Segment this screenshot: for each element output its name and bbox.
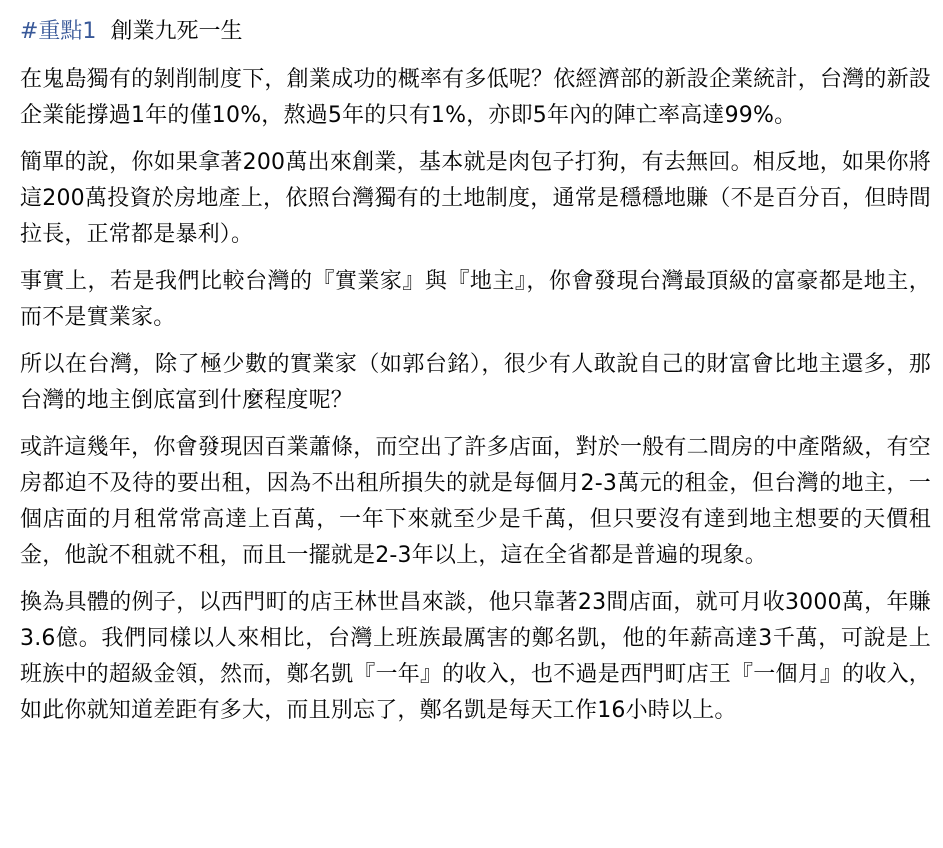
paragraph-1: 在鬼島獨有的剝削制度下，創業成功的概率有多低呢？依經濟部的新設企業統計，台灣的新設企業能撐過1年的僅10%，熬過5年的只有1%，亦即5年內的陣亡率高達99%。 — [20, 67, 931, 128]
paragraph-2: 簡單的說，你如果拿著200萬出來創業，基本就是肉包子打狗，有去無回。相反地，如果你將這200萬投資於房地產上，依照台灣獨有的土地制度，通常是穩穩地賺（不是百分百，但時間拉長，正常都是暴利）。 — [20, 150, 931, 247]
paragraph-5: 或許這幾年，你會發現因百業蕭條，而空出了許多店面，對於一般有二間房的中產階級，有空房都迫不及待的要出租，因為不出租所損失的就是每個月2-3萬元的租金，但台灣的地主，一個店面的月租常常高達上百萬，一年下來就至少是千萬，但只要沒有達到地主想要的天價租金，他說不租就不租，而且一擺就是2-3年以上，這在全省都是普遍的現象。 — [20, 435, 931, 568]
paragraph-6: 換為具體的例子，以西門町的店王林世昌來談，他只靠著23間店面，就可月收3000萬，年賺3.6億。我們同樣以人來相比，台灣上班族最厲害的鄭名凱，他的年薪高達3千萬，可說是上班族中的超級金領，然而，鄭名凱『一年』的收入，也不過是西門町店王『一個月』的收入，如此你就知道差距有多大，而且別忘了，鄭名凱是每天工作16小時以上。 — [20, 590, 931, 723]
post-heading — [20, 14, 931, 50]
paragraph-3: 事實上，若是我們比較台灣的『實業家』與『地主』，你會發現台灣最頂級的富豪都是地主，而不是實業家。 — [20, 269, 931, 330]
heading-text: 創業九死一生 — [110, 19, 243, 44]
paragraph-4: 所以在台灣，除了極少數的實業家（如郭台銘），很少有人敢說自己的財富會比地主還多，那台灣的地主倒底富到什麼程度呢？ — [20, 352, 931, 413]
hashtag-link[interactable]: #重點1 — [20, 19, 97, 44]
